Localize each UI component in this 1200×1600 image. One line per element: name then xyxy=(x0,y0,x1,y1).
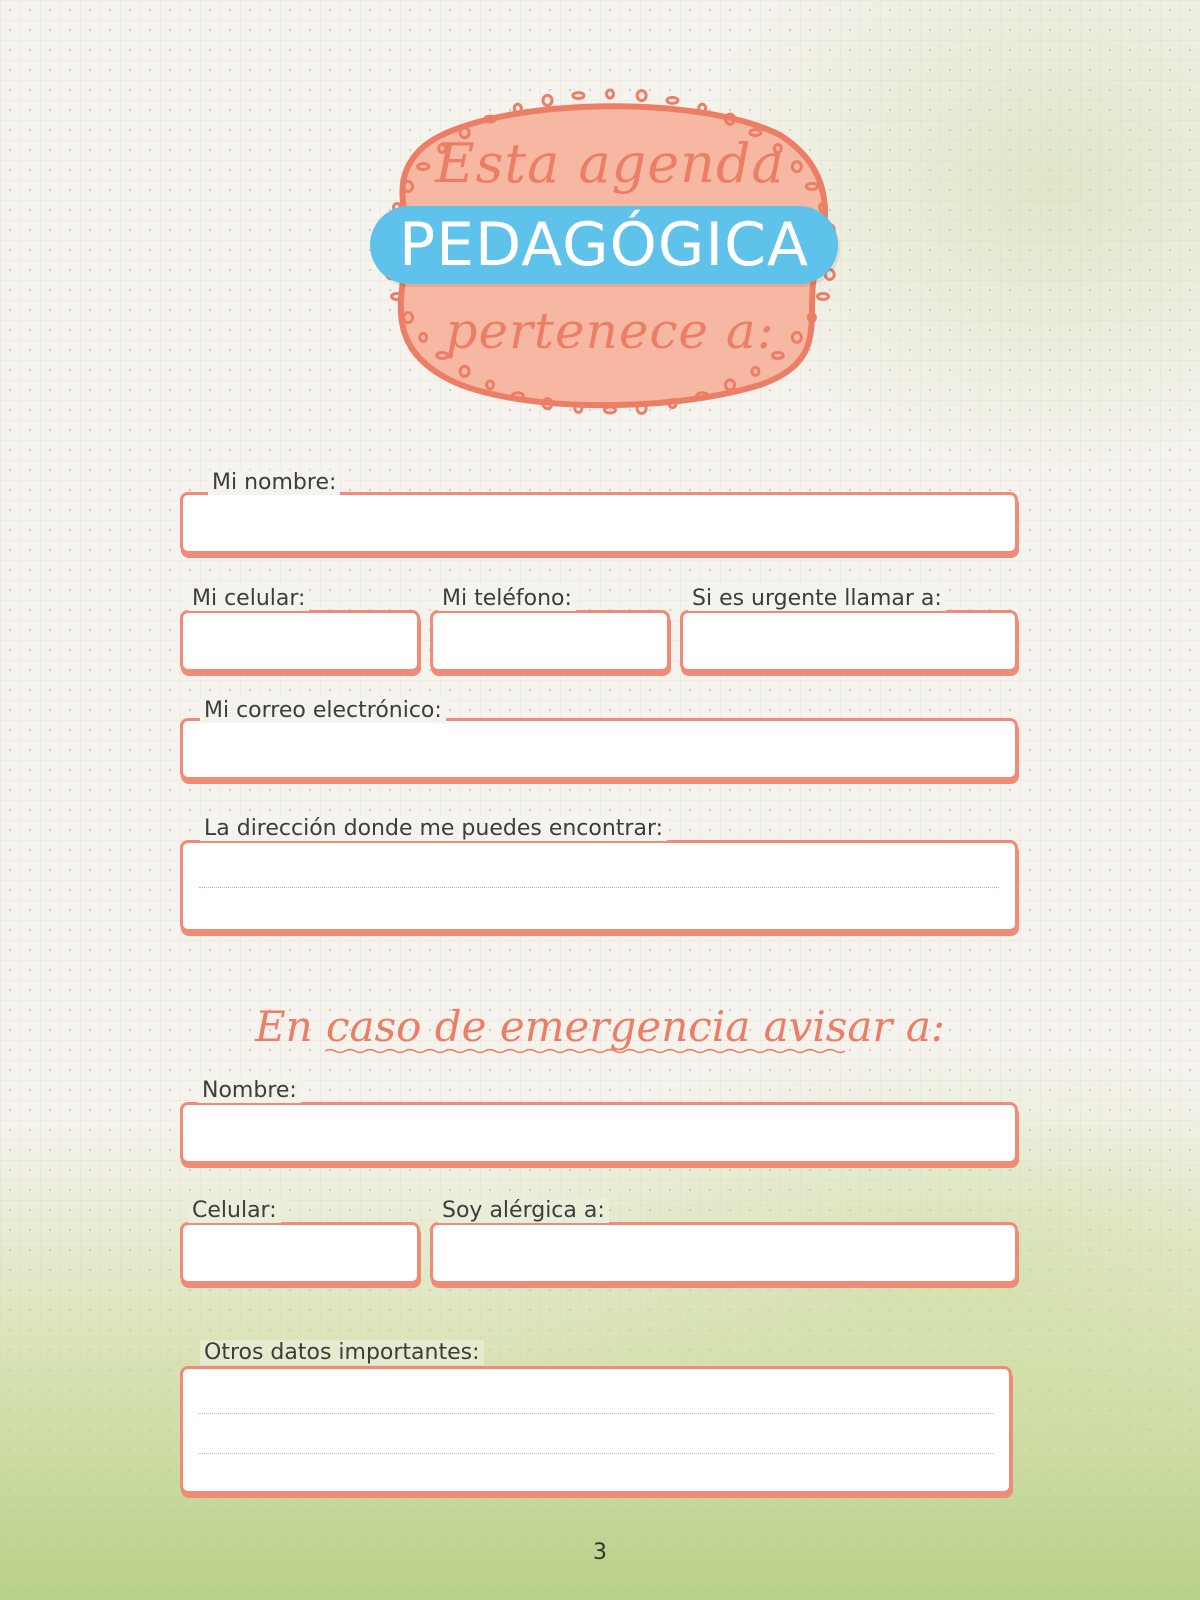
address-label: La dirección donde me puedes encontrar: xyxy=(200,816,667,841)
other-info-rule-2 xyxy=(199,1453,993,1454)
email-label: Mi correo electrónico: xyxy=(200,698,446,723)
my-cell-field[interactable] xyxy=(180,610,420,672)
my-name-label: Mi nombre: xyxy=(208,470,340,495)
emergency-title-underline xyxy=(325,1048,845,1054)
badge-line-3: pertenece a: xyxy=(445,302,775,360)
badge-ring-dot xyxy=(543,95,552,105)
other-info-label: Otros datos importantes: xyxy=(200,1340,484,1365)
badge-ring-dot xyxy=(637,403,646,413)
urgent-contact-field[interactable] xyxy=(680,610,1018,672)
badge-ring-dot xyxy=(605,407,616,413)
address-rule xyxy=(199,887,999,888)
my-phone-field[interactable] xyxy=(430,610,670,672)
other-info-field[interactable] xyxy=(180,1366,1012,1494)
badge-ring-dot xyxy=(637,91,646,101)
address-field[interactable] xyxy=(180,840,1018,932)
allergy-field[interactable] xyxy=(430,1222,1018,1284)
badge-ring-dot xyxy=(514,104,521,112)
my-phone-label: Mi teléfono: xyxy=(438,586,576,611)
badge-banner: PEDAGÓGICA xyxy=(370,206,838,284)
emergency-cell-field[interactable] xyxy=(180,1222,420,1284)
urgent-contact-label: Si es urgente llamar a: xyxy=(688,586,946,611)
badge-ring-dot xyxy=(699,104,706,112)
page-number: 3 xyxy=(593,1540,607,1565)
emergency-name-label: Nombre: xyxy=(198,1078,301,1103)
my-cell-label: Mi celular: xyxy=(188,586,309,611)
other-info-rule-1 xyxy=(199,1413,993,1414)
owner-badge xyxy=(360,80,860,420)
emergency-section-title: En caso de emergencia avisar a: xyxy=(254,1002,946,1051)
badge-ring-dot xyxy=(575,404,582,412)
allergy-label: Soy alérgica a: xyxy=(438,1198,609,1223)
badge-ring-dot xyxy=(607,90,614,98)
badge-ring-dot xyxy=(573,93,584,99)
emergency-name-field[interactable] xyxy=(180,1102,1018,1164)
badge-ring-dot xyxy=(818,294,829,300)
badge-line-1: Esta agenda xyxy=(435,132,785,195)
emergency-cell-label: Celular: xyxy=(188,1198,281,1223)
badge-ring-dot xyxy=(667,97,678,103)
email-field[interactable] xyxy=(180,718,1018,780)
my-name-field[interactable] xyxy=(180,492,1018,554)
